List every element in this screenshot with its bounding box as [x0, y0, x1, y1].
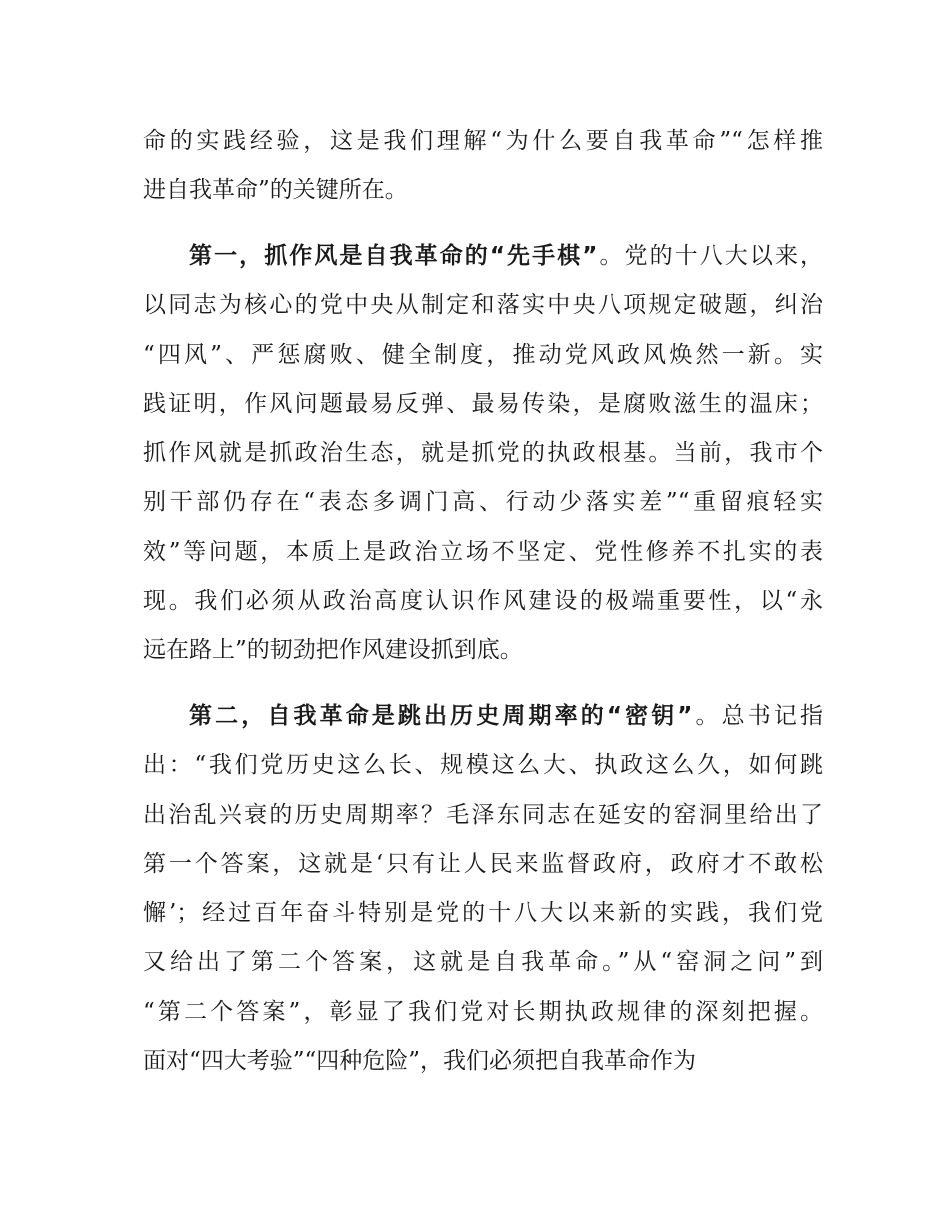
text-line: 面对“四大考验”“四种危险”，我们必须把自我革命作为	[143, 1048, 697, 1075]
text-line: 出：“我们党历史这么长、规模这么大、执政这么久，如何跳	[143, 752, 823, 779]
paragraph-continuation	[143, 117, 823, 216]
text-line: 进自我革命”的关键所在。	[143, 177, 408, 204]
text-line: 出治乱兴衰的历史周期率？毛泽东同志在延安的窑洞里给出了	[143, 801, 823, 828]
text-line: 践证明，作风问题最易反弹、最易传染，是腐败滋生的温床；	[143, 390, 823, 417]
text-line: 抓作风就是抓政治生态，就是抓党的执政根基。当前，我市个	[143, 440, 823, 467]
paragraph-heading: 第一，抓作风是自我革命的“先手棋”	[189, 243, 598, 269]
text-line: 以同志为核心的党中央从制定和落实中央八项规定破题，纠治	[143, 292, 823, 319]
text-line	[143, 692, 823, 741]
text-line: “四风”、严惩腐败、健全制度，推动党风政风焕然一新。实	[143, 341, 823, 368]
text-line: “第二个答案”，彰显了我们党对长期执政规律的深刻把握。	[143, 998, 823, 1025]
text-line	[143, 232, 823, 281]
text-line: 远在路上”的韧劲把作风建设抓到底。	[143, 637, 523, 664]
paragraph-heading: 第二，自我革命是跳出历史周期率的“密钥”	[189, 703, 693, 729]
text-line: 命的实践经验，这是我们理解“为什么要自我革命”“怎样推	[143, 128, 823, 154]
text-line: 效”等问题，本质上是政治立场不坚定、党性修养不扎实的表	[143, 538, 823, 565]
text-line: 现。我们必须从政治高度认识作风建设的极端重要性，以“永	[143, 588, 823, 615]
paragraph-first-point	[143, 232, 823, 676]
paragraph-text: 。党的十八大以来，	[597, 243, 824, 269]
text-line: 第一个答案，这就是‘只有让人民来监督政府，政府才不敢松	[143, 850, 823, 877]
text-line: 懈’；经过百年奋斗特别是党的十八大以来新的实践，我们党	[143, 900, 823, 927]
text-line: 别干部仍存在“表态多调门高、行动少落实差”“重留痕轻实	[143, 489, 823, 516]
paragraph-text: 。总书记指	[692, 703, 823, 729]
text-line: 又给出了第二个答案，这就是自我革命。”从“窑洞之问”到	[143, 949, 823, 976]
paragraph-second-point	[143, 692, 823, 1086]
